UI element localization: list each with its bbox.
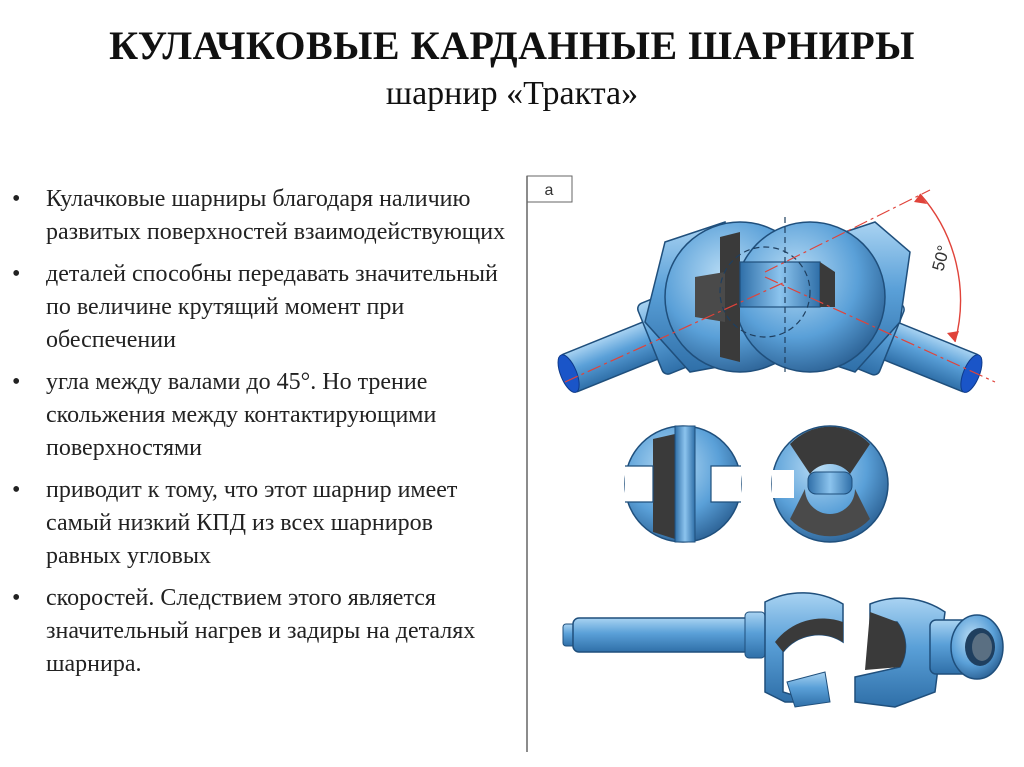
slide-title: КУЛАЧКОВЫЕ КАРДАННЫЕ ШАРНИРЫ xyxy=(109,23,915,68)
fork-parts xyxy=(563,593,1003,707)
bullet-marker: • xyxy=(12,261,21,287)
bullet-item xyxy=(8,582,508,681)
bullet-item xyxy=(8,258,508,357)
cam-parts xyxy=(625,426,888,542)
bullet-item xyxy=(8,183,508,249)
joint-illustration xyxy=(525,172,1024,767)
bullet-text: скоростей. Следствием этого является значительный нагрев и задиры на деталях шарнира. xyxy=(46,585,476,677)
bullet-marker: • xyxy=(12,186,21,212)
joint-drawing xyxy=(525,172,1024,767)
bullet-text: приводит к тому, что этот шарнир имеет самый низкий КПД из всех шарниров равных угловых xyxy=(46,477,458,569)
bullet-item xyxy=(8,474,508,573)
bullet-text: Кулачковые шарниры благодаря наличию развитых поверхностей взаимодействующих xyxy=(46,186,506,245)
bullet-marker: • xyxy=(12,585,21,611)
bullet-text: деталей способны передавать значительный по величине крутящий момент при обеспечении xyxy=(46,261,498,353)
bullet-marker: • xyxy=(12,477,21,503)
bullet-item xyxy=(8,366,508,465)
bullet-marker: • xyxy=(12,369,21,395)
panel-label: а xyxy=(544,182,554,199)
bullet-text: угла между валами до 45°. Но трение скольжения между контактирующими поверхностями xyxy=(46,369,437,461)
assembled-joint xyxy=(547,190,995,412)
slide-subtitle: шарнир «Тракта» xyxy=(385,75,639,112)
bullet-list xyxy=(8,183,508,690)
slide-title-block xyxy=(0,22,1024,113)
angle-label: 50° xyxy=(928,243,954,274)
